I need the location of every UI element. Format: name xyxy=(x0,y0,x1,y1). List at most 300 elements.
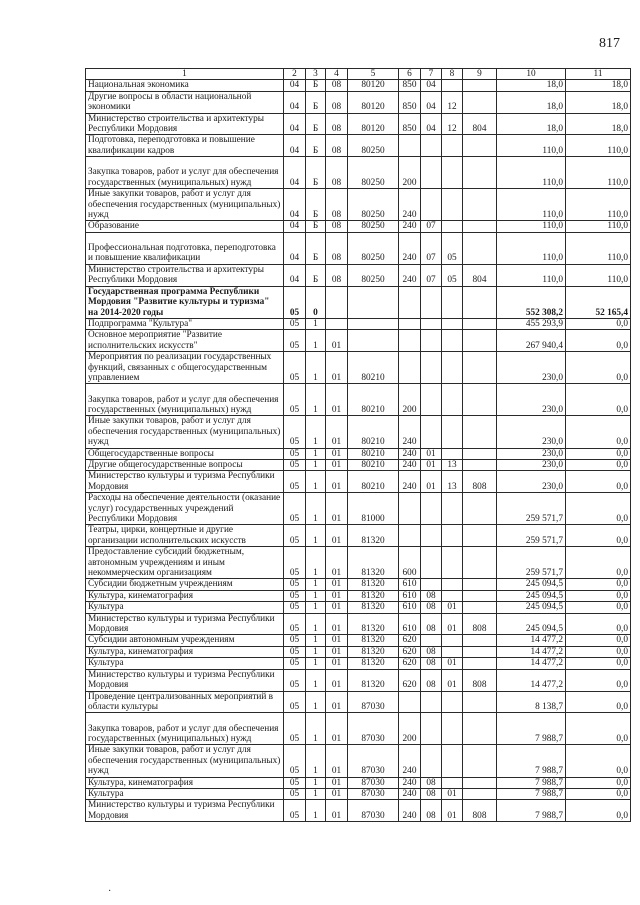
code-cell: 80250 xyxy=(348,221,399,232)
code-cell: 08 xyxy=(326,189,348,221)
code-cell: 05 xyxy=(284,318,306,329)
code-cell: 07 xyxy=(421,232,442,264)
amount-cell: 0,0 xyxy=(566,646,631,657)
code-cell: 08 xyxy=(421,800,442,822)
code-cell xyxy=(463,448,497,459)
table-row xyxy=(86,330,631,352)
code-cell: 610 xyxy=(399,590,421,601)
code-cell: 05 xyxy=(284,471,306,493)
amount-cell: 8 138,7 xyxy=(497,691,566,713)
code-cell xyxy=(421,286,442,318)
header-cell: 4 xyxy=(326,69,348,80)
code-cell: 05 xyxy=(284,800,306,822)
code-cell: 01 xyxy=(326,646,348,657)
code-cell xyxy=(421,318,442,329)
code-cell xyxy=(463,318,497,329)
amount-cell: 267 940,4 xyxy=(497,330,566,352)
code-cell xyxy=(442,80,463,91)
amount-cell: 0,0 xyxy=(566,745,631,777)
code-cell: 850 xyxy=(399,113,421,135)
code-cell: 81320 xyxy=(348,579,399,590)
table-row xyxy=(86,613,631,635)
amount-cell: 110,0 xyxy=(566,264,631,286)
code-cell: 08 xyxy=(326,232,348,264)
code-cell xyxy=(442,352,463,384)
amount-cell: 0,0 xyxy=(566,330,631,352)
code-cell xyxy=(442,635,463,646)
code-cell xyxy=(442,493,463,525)
row-name-cell: Культура, кинематография xyxy=(86,777,284,788)
code-cell xyxy=(442,135,463,157)
amount-cell: 455 293,9 xyxy=(497,318,566,329)
code-cell: 08 xyxy=(421,777,442,788)
code-cell: 01 xyxy=(326,448,348,459)
code-cell: 240 xyxy=(399,777,421,788)
code-cell: Б xyxy=(306,189,326,221)
code-cell: 1 xyxy=(306,459,326,470)
table-row xyxy=(86,547,631,579)
amount-cell: 110,0 xyxy=(497,232,566,264)
code-cell: 80120 xyxy=(348,91,399,113)
code-cell: 1 xyxy=(306,613,326,635)
table-row xyxy=(86,157,631,189)
header-cell: 1 xyxy=(86,69,284,80)
row-name-cell: Другие общегосударственные вопросы xyxy=(86,459,284,470)
code-cell xyxy=(421,384,442,416)
code-cell: 1 xyxy=(306,669,326,691)
code-cell: 05 xyxy=(284,286,306,318)
code-cell: 01 xyxy=(421,471,442,493)
code-cell: 05 xyxy=(284,669,306,691)
row-name-cell: Субсидии бюджетным учреждениям xyxy=(86,579,284,590)
amount-cell: 0,0 xyxy=(566,788,631,799)
code-cell: Б xyxy=(306,221,326,232)
code-cell: 01 xyxy=(326,669,348,691)
amount-cell: 14 477,2 xyxy=(497,669,566,691)
code-cell: 1 xyxy=(306,777,326,788)
code-cell: 80210 xyxy=(348,384,399,416)
amount-cell: 245 094,5 xyxy=(497,613,566,635)
code-cell: 80250 xyxy=(348,232,399,264)
code-cell: 01 xyxy=(421,459,442,470)
amount-cell: 0,0 xyxy=(566,713,631,745)
code-cell: 01 xyxy=(442,602,463,613)
code-cell xyxy=(442,189,463,221)
row-name-cell: Другие вопросы в области национальной экономики xyxy=(86,91,284,113)
amount-cell: 0,0 xyxy=(566,777,631,788)
row-name-cell: Министерство культуры и туризма Республики Мордовия xyxy=(86,669,284,691)
code-cell: 01 xyxy=(326,459,348,470)
amount-cell: 0,0 xyxy=(566,635,631,646)
table-row xyxy=(86,590,631,601)
amount-cell: 0,0 xyxy=(566,384,631,416)
code-cell: 80210 xyxy=(348,459,399,470)
code-cell: 01 xyxy=(326,658,348,669)
code-cell: 600 xyxy=(399,547,421,579)
code-cell: 1 xyxy=(306,590,326,601)
code-cell: 87030 xyxy=(348,800,399,822)
code-cell: 04 xyxy=(284,221,306,232)
row-name-cell: Министерство культуры и туризма Республики Мордовия xyxy=(86,613,284,635)
code-cell xyxy=(463,547,497,579)
code-cell: 04 xyxy=(284,264,306,286)
amount-cell: 0,0 xyxy=(566,471,631,493)
code-cell: Б xyxy=(306,232,326,264)
code-cell xyxy=(442,286,463,318)
code-cell: 1 xyxy=(306,384,326,416)
table-row xyxy=(86,416,631,448)
code-cell: 81320 xyxy=(348,525,399,547)
amount-cell: 230,0 xyxy=(497,352,566,384)
code-cell: 610 xyxy=(399,579,421,590)
code-cell xyxy=(463,590,497,601)
amount-cell: 0,0 xyxy=(566,352,631,384)
table-row xyxy=(86,135,631,157)
code-cell xyxy=(399,330,421,352)
amount-cell: 110,0 xyxy=(497,264,566,286)
code-cell: 240 xyxy=(399,448,421,459)
code-cell: 01 xyxy=(326,745,348,777)
amount-cell: 0,0 xyxy=(566,590,631,601)
code-cell: 1 xyxy=(306,713,326,745)
amount-cell: 110,0 xyxy=(566,135,631,157)
code-cell: 87030 xyxy=(348,777,399,788)
table-row xyxy=(86,232,631,264)
row-name-cell: Иные закупки товаров, работ и услуг для обеспечения государственных (муниципальных) нужд xyxy=(86,416,284,448)
code-cell: 12 xyxy=(442,113,463,135)
code-cell: 81320 xyxy=(348,646,399,657)
table-row xyxy=(86,286,631,318)
amount-cell: 110,0 xyxy=(566,221,631,232)
code-cell: 04 xyxy=(284,91,306,113)
amount-cell: 0,0 xyxy=(566,613,631,635)
code-cell: 04 xyxy=(284,157,306,189)
code-cell: 08 xyxy=(326,264,348,286)
code-cell: 808 xyxy=(463,669,497,691)
code-cell xyxy=(421,745,442,777)
code-cell: Б xyxy=(306,113,326,135)
code-cell: Б xyxy=(306,264,326,286)
code-cell: 08 xyxy=(421,658,442,669)
code-cell: 01 xyxy=(326,471,348,493)
row-name-cell: Расходы на обеспечение деятельности (оказание услуг) государственных учреждений Республики Мордовия xyxy=(86,493,284,525)
row-name-cell: Общегосударственные вопросы xyxy=(86,448,284,459)
table-row xyxy=(86,777,631,788)
code-cell: 05 xyxy=(284,459,306,470)
code-cell: 1 xyxy=(306,330,326,352)
amount-cell: 7 988,7 xyxy=(497,745,566,777)
code-cell xyxy=(442,448,463,459)
code-cell: 05 xyxy=(284,384,306,416)
code-cell: 1 xyxy=(306,318,326,329)
table-row xyxy=(86,448,631,459)
code-cell: 04 xyxy=(421,113,442,135)
code-cell: 05 xyxy=(284,658,306,669)
code-cell: 05 xyxy=(284,602,306,613)
code-cell: 01 xyxy=(326,691,348,713)
code-cell: 04 xyxy=(284,232,306,264)
code-cell: 81320 xyxy=(348,658,399,669)
amount-cell: 18,0 xyxy=(497,80,566,91)
code-cell: Б xyxy=(306,91,326,113)
code-cell: 01 xyxy=(326,613,348,635)
code-cell xyxy=(463,135,497,157)
amount-cell: 110,0 xyxy=(497,157,566,189)
code-cell: 1 xyxy=(306,525,326,547)
row-name-cell: Профессиональная подготовка, переподготовка и повышение квалификации xyxy=(86,232,284,264)
code-cell: 01 xyxy=(442,658,463,669)
code-cell: 05 xyxy=(442,264,463,286)
code-cell xyxy=(463,459,497,470)
table-row xyxy=(86,189,631,221)
amount-cell: 230,0 xyxy=(497,459,566,470)
row-name-cell: Подготовка, переподготовка и повышение квалификации кадров xyxy=(86,135,284,157)
table-row xyxy=(86,635,631,646)
code-cell: 81320 xyxy=(348,590,399,601)
amount-cell: 14 477,2 xyxy=(497,646,566,657)
code-cell: 610 xyxy=(399,613,421,635)
code-cell: 1 xyxy=(306,800,326,822)
amount-cell: 0,0 xyxy=(566,318,631,329)
code-cell xyxy=(463,745,497,777)
table-row xyxy=(86,658,631,669)
amount-cell: 18,0 xyxy=(566,91,631,113)
code-cell: 240 xyxy=(399,232,421,264)
code-cell: 04 xyxy=(284,113,306,135)
code-cell xyxy=(463,579,497,590)
code-cell: 08 xyxy=(421,602,442,613)
row-name-cell: Национальная экономика xyxy=(86,80,284,91)
row-name-cell: Иные закупки товаров, работ и услуг для обеспечения государственных (муниципальных) нужд xyxy=(86,189,284,221)
header-cell: 11 xyxy=(566,69,631,80)
code-cell: 01 xyxy=(326,547,348,579)
code-cell: 620 xyxy=(399,658,421,669)
stray-mark: · xyxy=(108,886,112,897)
code-cell xyxy=(442,579,463,590)
amount-cell: 52 165,4 xyxy=(566,286,631,318)
code-cell: 05 xyxy=(442,232,463,264)
code-cell xyxy=(463,635,497,646)
code-cell xyxy=(399,525,421,547)
code-cell: 08 xyxy=(326,221,348,232)
code-cell: 01 xyxy=(442,669,463,691)
code-cell xyxy=(463,80,497,91)
code-cell xyxy=(442,384,463,416)
table-row xyxy=(86,264,631,286)
amount-cell: 0,0 xyxy=(566,658,631,669)
amount-cell: 259 571,7 xyxy=(497,493,566,525)
code-cell xyxy=(442,318,463,329)
amount-cell: 18,0 xyxy=(497,113,566,135)
table-row xyxy=(86,384,631,416)
code-cell: 13 xyxy=(442,471,463,493)
table-row xyxy=(86,221,631,232)
amount-cell: 110,0 xyxy=(497,189,566,221)
code-cell: 08 xyxy=(421,590,442,601)
code-cell: 87030 xyxy=(348,788,399,799)
code-cell xyxy=(442,547,463,579)
code-cell: 08 xyxy=(326,157,348,189)
code-cell xyxy=(463,777,497,788)
amount-cell: 7 988,7 xyxy=(497,777,566,788)
code-cell xyxy=(421,525,442,547)
code-cell: 240 xyxy=(399,416,421,448)
code-cell xyxy=(442,713,463,745)
code-cell: 05 xyxy=(284,448,306,459)
code-cell xyxy=(421,493,442,525)
amount-cell: 110,0 xyxy=(566,157,631,189)
code-cell xyxy=(421,547,442,579)
code-cell xyxy=(399,135,421,157)
code-cell xyxy=(421,713,442,745)
amount-cell: 552 308,2 xyxy=(497,286,566,318)
code-cell: 1 xyxy=(306,547,326,579)
code-cell: 05 xyxy=(284,416,306,448)
table-row xyxy=(86,91,631,113)
amount-cell: 0,0 xyxy=(566,579,631,590)
code-cell: 05 xyxy=(284,330,306,352)
code-cell xyxy=(421,635,442,646)
table-row xyxy=(86,80,631,91)
header-row xyxy=(86,69,631,80)
code-cell: 1 xyxy=(306,602,326,613)
code-cell: 81320 xyxy=(348,602,399,613)
amount-cell: 0,0 xyxy=(566,416,631,448)
code-cell: 81320 xyxy=(348,669,399,691)
code-cell: 1 xyxy=(306,448,326,459)
code-cell: 240 xyxy=(399,264,421,286)
code-cell xyxy=(421,157,442,189)
code-cell xyxy=(463,658,497,669)
code-cell: 13 xyxy=(442,459,463,470)
code-cell: 01 xyxy=(326,713,348,745)
row-name-cell: Культура, кинематография xyxy=(86,646,284,657)
header-cell: 7 xyxy=(421,69,442,80)
code-cell: 04 xyxy=(421,91,442,113)
code-cell xyxy=(463,713,497,745)
code-cell: 01 xyxy=(442,800,463,822)
code-cell: 04 xyxy=(284,80,306,91)
code-cell xyxy=(348,318,399,329)
code-cell: 87030 xyxy=(348,745,399,777)
row-name-cell: Культура xyxy=(86,602,284,613)
code-cell: 01 xyxy=(326,800,348,822)
code-cell: 1 xyxy=(306,416,326,448)
code-cell: 05 xyxy=(284,579,306,590)
amount-cell: 230,0 xyxy=(497,384,566,416)
code-cell: 1 xyxy=(306,745,326,777)
code-cell xyxy=(442,525,463,547)
code-cell: 80250 xyxy=(348,189,399,221)
code-cell: 04 xyxy=(284,135,306,157)
code-cell: 1 xyxy=(306,579,326,590)
table-row xyxy=(86,646,631,657)
amount-cell: 259 571,7 xyxy=(497,525,566,547)
code-cell: 05 xyxy=(284,590,306,601)
amount-cell: 0,0 xyxy=(566,525,631,547)
header-cell: 6 xyxy=(399,69,421,80)
row-name-cell: Закупка товаров, работ и услуг для обеспечения государственных (муниципальных) нужд xyxy=(86,713,284,745)
code-cell xyxy=(399,493,421,525)
amount-cell: 230,0 xyxy=(497,471,566,493)
row-name-cell: Подпрограмма "Культура" xyxy=(86,318,284,329)
row-name-cell: Иные закупки товаров, работ и услуг для обеспечения государственных (муниципальных) нужд xyxy=(86,745,284,777)
table-row xyxy=(86,471,631,493)
code-cell xyxy=(421,691,442,713)
amount-cell: 14 477,2 xyxy=(497,658,566,669)
code-cell: 1 xyxy=(306,493,326,525)
code-cell xyxy=(421,189,442,221)
code-cell: 08 xyxy=(326,91,348,113)
amount-cell: 0,0 xyxy=(566,448,631,459)
table-row xyxy=(86,713,631,745)
code-cell xyxy=(442,691,463,713)
code-cell: 1 xyxy=(306,788,326,799)
code-cell: 01 xyxy=(326,384,348,416)
code-cell xyxy=(326,286,348,318)
code-cell: 08 xyxy=(421,646,442,657)
code-cell: 1 xyxy=(306,646,326,657)
code-cell xyxy=(399,352,421,384)
amount-cell: 18,0 xyxy=(497,91,566,113)
code-cell xyxy=(463,384,497,416)
amount-cell: 7 988,7 xyxy=(497,800,566,822)
row-name-cell: Министерство строительства и архитектуры Республики Мордовия xyxy=(86,264,284,286)
table-row xyxy=(86,745,631,777)
code-cell: 81320 xyxy=(348,635,399,646)
table-row xyxy=(86,669,631,691)
code-cell: 08 xyxy=(421,788,442,799)
code-cell: 08 xyxy=(326,113,348,135)
row-name-cell: Культура, кинематография xyxy=(86,590,284,601)
amount-cell: 245 094,5 xyxy=(497,602,566,613)
code-cell: 07 xyxy=(421,264,442,286)
code-cell: 804 xyxy=(463,113,497,135)
code-cell: 04 xyxy=(421,80,442,91)
code-cell: 80210 xyxy=(348,448,399,459)
code-cell: 1 xyxy=(306,352,326,384)
code-cell: 12 xyxy=(442,91,463,113)
code-cell: 01 xyxy=(326,590,348,601)
code-cell: 1 xyxy=(306,691,326,713)
code-cell: 01 xyxy=(326,777,348,788)
row-name-cell: Основное мероприятие "Развитие исполнительских искусств" xyxy=(86,330,284,352)
amount-cell: 110,0 xyxy=(497,135,566,157)
code-cell: 01 xyxy=(442,613,463,635)
code-cell xyxy=(421,416,442,448)
code-cell: 01 xyxy=(326,416,348,448)
table-row xyxy=(86,459,631,470)
amount-cell: 0,0 xyxy=(566,691,631,713)
code-cell xyxy=(463,91,497,113)
code-cell: 05 xyxy=(284,547,306,579)
code-cell xyxy=(463,525,497,547)
code-cell: 0 xyxy=(306,286,326,318)
code-cell: 80120 xyxy=(348,113,399,135)
code-cell: 240 xyxy=(399,745,421,777)
code-cell: 200 xyxy=(399,157,421,189)
row-name-cell: Государственная программа Республики Мордовия "Развитие культуры и туризма" на 2014-2020 годы xyxy=(86,286,284,318)
code-cell: 05 xyxy=(284,635,306,646)
code-cell xyxy=(463,493,497,525)
code-cell xyxy=(442,646,463,657)
code-cell: 05 xyxy=(284,788,306,799)
code-cell xyxy=(463,330,497,352)
code-cell: 808 xyxy=(463,613,497,635)
code-cell xyxy=(442,590,463,601)
amount-cell: 245 094,5 xyxy=(497,590,566,601)
row-name-cell: Мероприятия по реализации государственных функций, связанных с общегосударственным управлением xyxy=(86,352,284,384)
